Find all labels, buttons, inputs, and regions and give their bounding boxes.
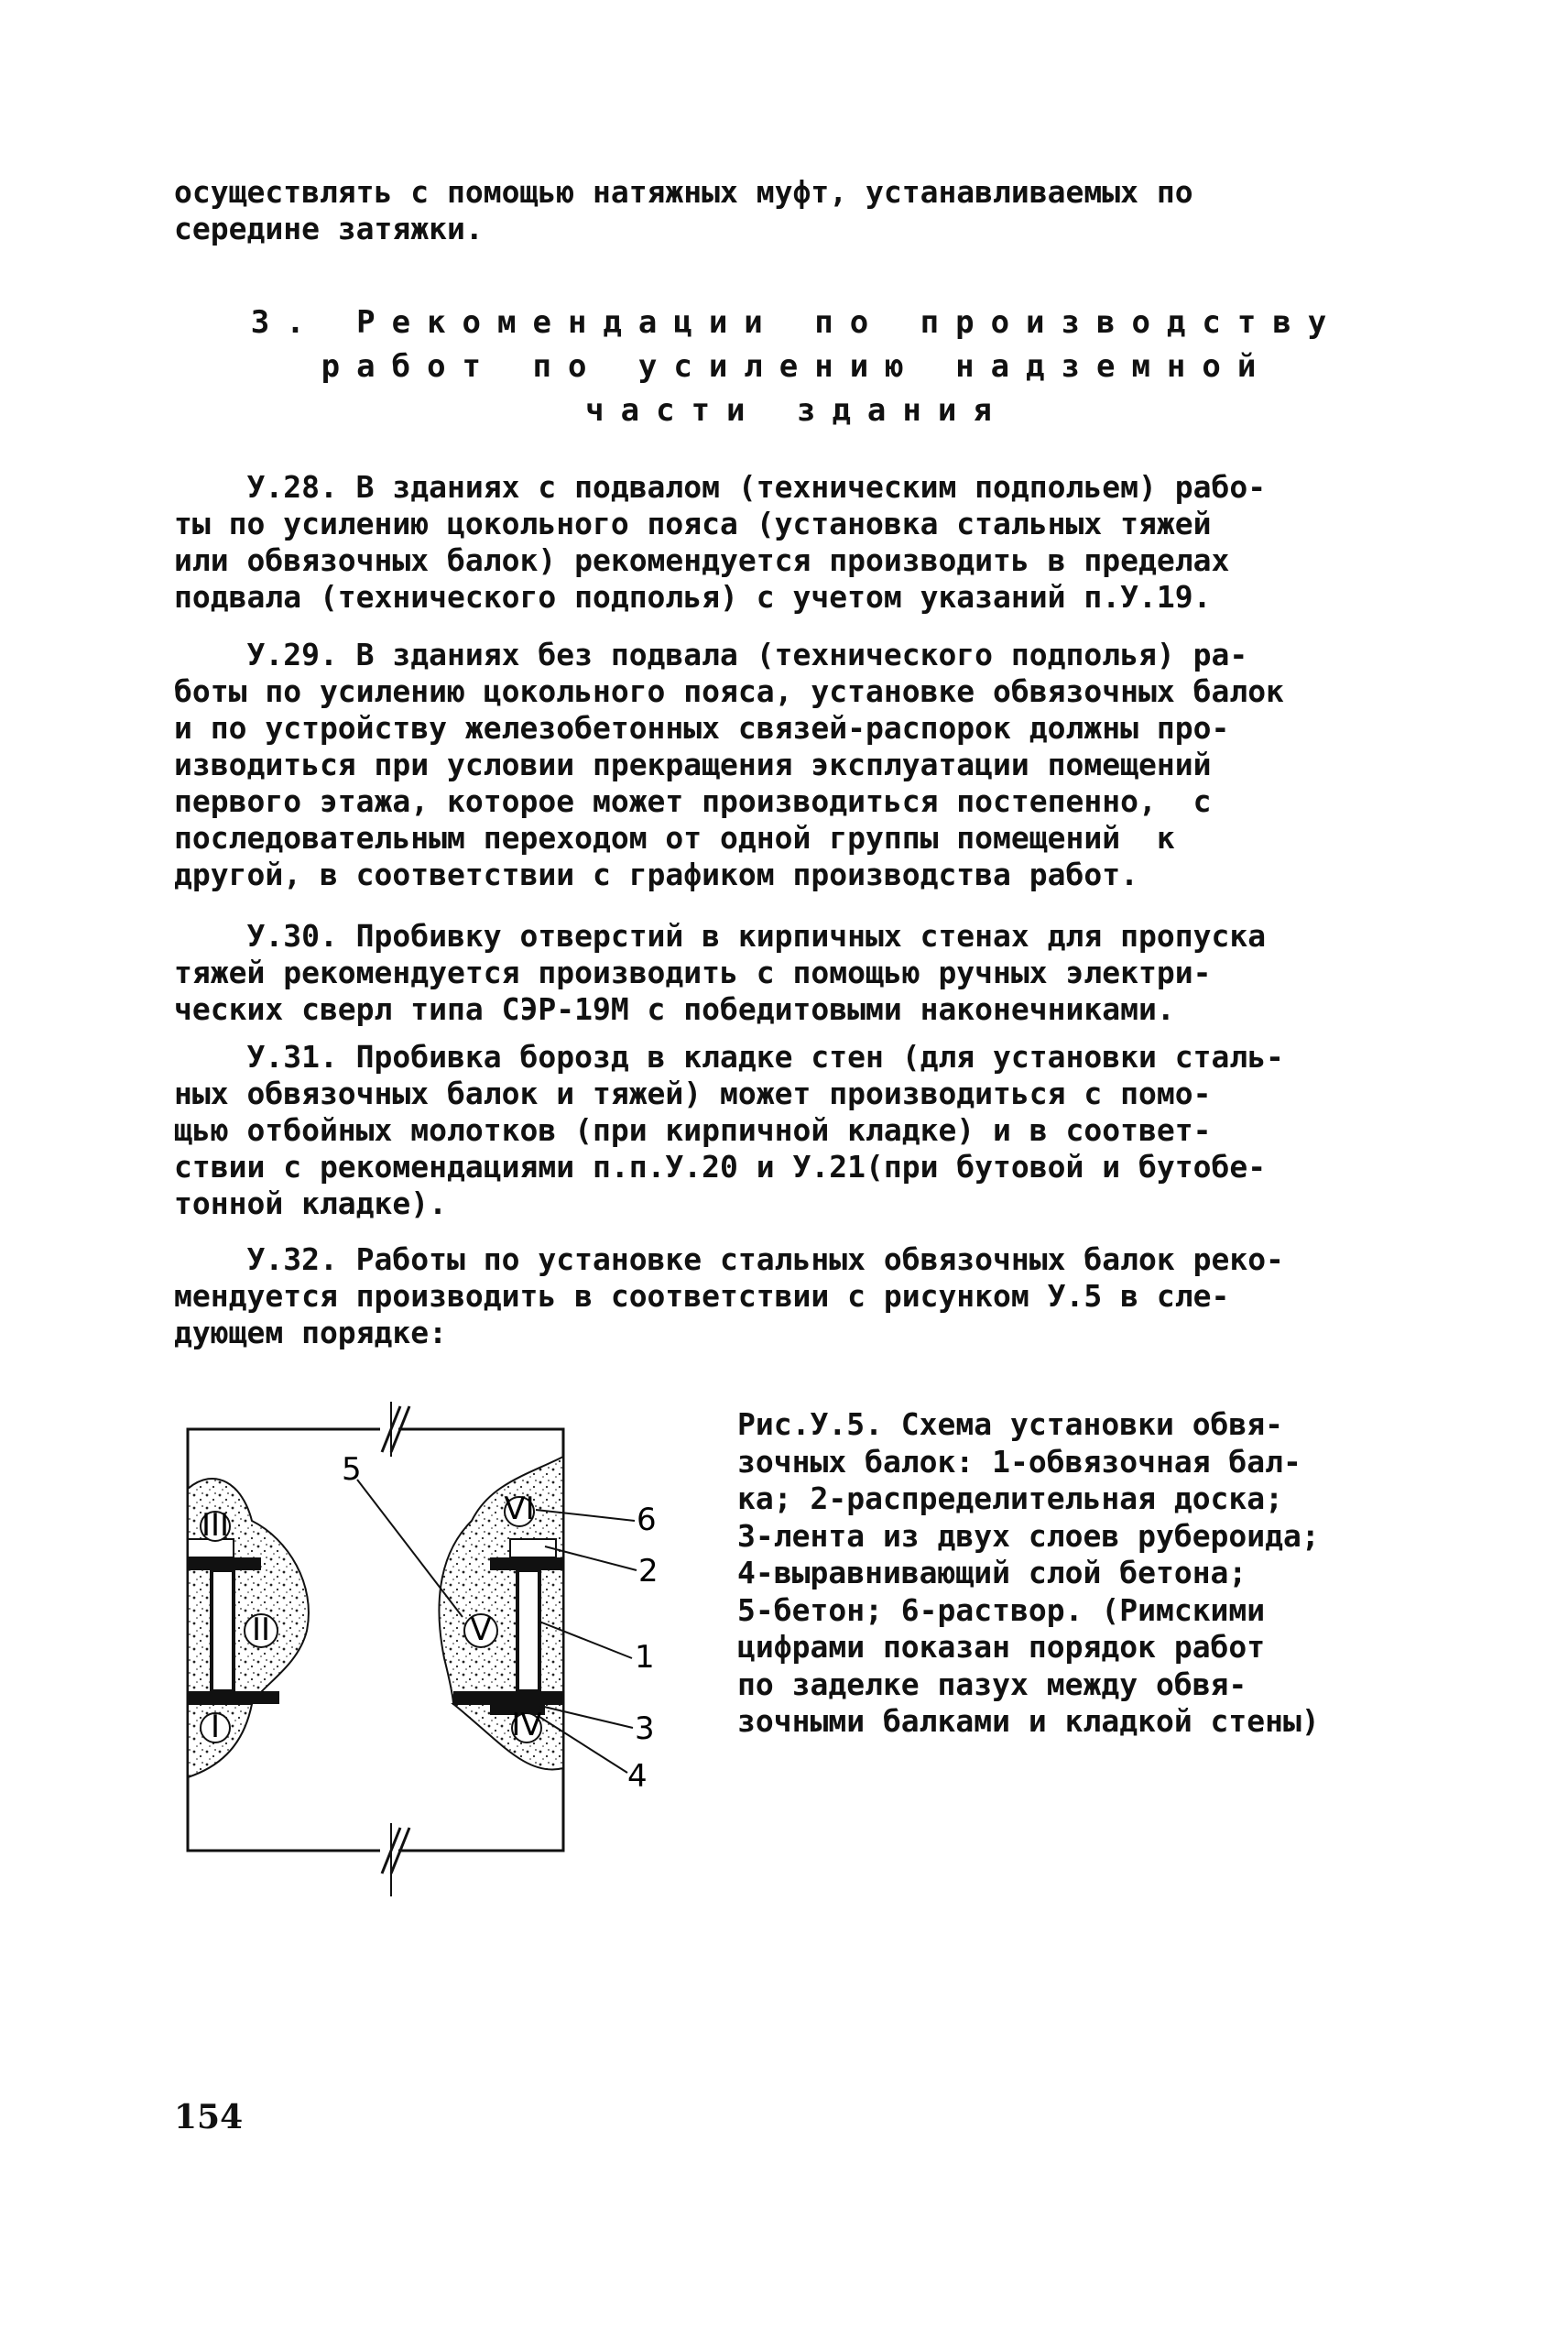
text-line: ты по усилению цокольного пояса (установка стальных тяжей [174,506,1212,541]
heading-line: 3. Рекомендации по производству [250,304,1344,341]
roman-label-5: V [470,1611,492,1648]
text-line: первого этажа, которое может производиться постепенно, с [174,783,1212,819]
text-line: щью отбойных молотков (при кирпичной кладке) и в соответ- [174,1112,1212,1148]
text-line: У.31. Пробивка борозд в кладке стен (для установки сталь- [174,1039,1284,1075]
text-line: середине затяжки. [174,211,484,246]
text-line: другой, в соответствии с графиком производства работ. [174,857,1138,892]
paragraph-u28 [174,469,1424,616]
section-heading [174,300,1420,432]
caption-line: цифрами показан порядок работ [737,1629,1266,1665]
roman-label-1: I [210,1709,221,1745]
paragraph-u31 [174,1039,1424,1222]
text-line: и по устройству железобетонных связей-распорок должны про- [174,710,1230,746]
paragraph-u32 [174,1241,1424,1351]
label-2: 2 [638,1553,659,1590]
text-line: ствии с рекомендациями п.п.У.20 и У.21(при бутовой и бутобе- [174,1149,1267,1185]
paragraph-u30 [174,918,1424,1028]
caption-line: зочными балками и кладкой стены) [737,1703,1320,1739]
caption-line: по заделке пазух между обвя- [737,1666,1247,1702]
text-line: ных обвязочных балок и тяжей) может производиться с помо- [174,1076,1212,1111]
text-line: У.32. Работы по установке стальных обвязочных балок реко- [174,1241,1284,1277]
right-beam-web [517,1570,539,1691]
text-line: У.30. Пробивку отверстий в кирпичных стенах для пропуска [174,918,1267,954]
text-line: осуществлять с помощью натяжных муфт, устанавливаемых по [174,174,1193,210]
label-5: 5 [342,1451,362,1488]
text-line: тонной кладке). [174,1185,448,1221]
label-6: 6 [637,1502,657,1538]
text-line: У.28. В зданиях с подвалом (техническим подпольем) рабо- [174,469,1267,505]
caption-line: ка; 2-распределительная доска; [737,1480,1284,1516]
text-line: дующем порядке: [174,1315,448,1350]
heading-line: работ по усилению надземной [321,348,1273,385]
intro-paragraph [174,174,1424,247]
text-line: мендуется производить в соответствии с рисунком У.5 в сле- [174,1278,1230,1314]
text-line: изводиться при условии прекращения эксплуатации помещений [174,747,1212,782]
label-4: 4 [627,1758,648,1795]
text-line: ческих сверл типа СЭР-19М с победитовыми наконечниками. [174,991,1175,1027]
beam-installation-figure [179,1402,691,1896]
paragraph-u29 [174,637,1424,893]
left-beam-top-flange [188,1557,261,1570]
caption-line: 3-лента из двух слоев рубероида; [737,1517,1320,1554]
text-line: боты по усилению цокольного пояса, установке обвязочных балок [174,673,1284,709]
beam-diagram [179,1402,691,1896]
roman-label-3: III [201,1507,230,1544]
text-line: подвала (технического подполья) с учетом указаний п.У.19. [174,579,1212,615]
roman-label-6: VI [504,1491,535,1527]
roman-label-2: II [251,1611,271,1648]
caption-line: 4-выравнивающий слой бетона; [737,1555,1247,1590]
figure-caption [737,1406,1433,1741]
right-concrete-fill [439,1457,563,1704]
left-beam-web [212,1570,234,1691]
text-line: или обвязочных балок) рекомендуется производить в пределах [174,542,1230,578]
roman-label-4: IV [511,1707,542,1743]
page-number: 154 [174,2098,244,2136]
left-beam-bottom-flange [188,1691,279,1704]
heading-line: части здания [585,392,1008,429]
right-beam-top-flange [490,1557,563,1570]
right-beam-bottom-flange [453,1691,563,1704]
text-line: последовательным переходом от одной группы помещений к [174,820,1175,856]
caption-line: зочных балок: 1-обвязочная бал- [737,1443,1301,1480]
caption-line: 5-бетон; 6-раствор. (Римскими [737,1591,1266,1628]
text-line: У.29. В зданиях без подвала (технического подполья) ра- [174,637,1248,672]
text-line: тяжей рекомендуется производить с помощью ручных электри- [174,955,1212,990]
label-1: 1 [635,1639,655,1676]
caption-line: Рис.У.5. Схема установки обвя- [737,1406,1284,1442]
label-3: 3 [635,1710,655,1747]
